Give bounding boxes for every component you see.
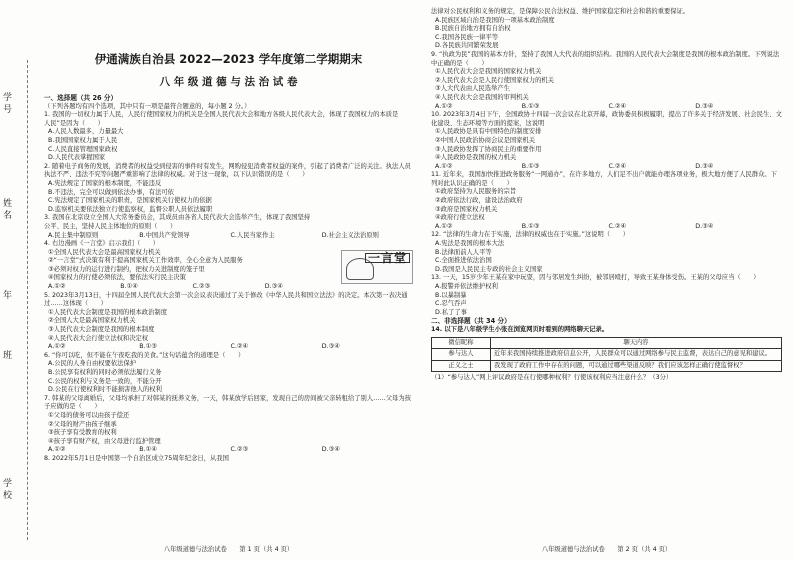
option: B.①③ — [521, 102, 540, 110]
option: D.③④ — [695, 222, 714, 230]
option: D.私了了事 — [435, 308, 468, 316]
question-3: 3. 我国在北京设立全国人大常务委员会，其成员由各省人民代表大会选举产生，体现了我国坚持 — [44, 214, 311, 222]
option-row — [431, 103, 782, 112]
question-4: 4. 右边漫画《一言堂》启示我们（ ） — [44, 240, 160, 248]
chat-row — [432, 360, 782, 372]
statement: ④人民代表大会是我国的审判机关 — [435, 93, 529, 101]
option: C.宪法规定了国家机关的职责，是国家机关行使权力的依据 — [48, 197, 212, 205]
option: A.①② — [48, 446, 66, 454]
exam-subtitle: 八 年 级 道 德 与 法 治 试 卷 — [159, 76, 298, 88]
question-7: 7. 韩某的父母离婚后，父母均承担了对韩某的抚养义务，一天，韩某放学后回家，发现自己的房间被父亲转租给了别人……父母为孩子应做的是（ ） — [44, 394, 411, 411]
option: A.①② — [435, 102, 453, 110]
option: C.忍气吞声 — [435, 300, 467, 308]
chat-row — [432, 349, 782, 361]
question-14: 14. 以下是八年级学生小张在浏览网页时看到的网络聊天记录。 — [431, 325, 609, 333]
statement: ③人大代表由人民选举产生 — [435, 85, 510, 93]
option: D.监察机关要依法独立行使监察权，监督公职人员依法履职 — [48, 205, 213, 213]
chat-content: 我发现了政府工作中存在的问题，可以通过哪些渠道反映？我们应该怎样正确行使监督权？ — [491, 360, 782, 372]
option: B.①④ — [120, 283, 138, 291]
statement: ③必须对权力的运行进行制约，把权力关进制度的笼子里 — [48, 265, 205, 273]
option: C.我国各民族一律平等 — [435, 33, 499, 41]
page-footer: 八年级道德与法治试卷 第 2 页（共 4 页） — [541, 546, 672, 554]
school-label: 学校 — [3, 479, 13, 501]
statement: ①人民代表大会是我国的国家权力机关 — [435, 68, 542, 76]
chat-header-row — [432, 337, 782, 349]
option: D.③④ — [321, 446, 340, 454]
question-5: 5. 2023年3月13日，十四届全国人民代表大会第一次会议表决通过了关于修改《中华人民共和国立法法》的决定。本次第一表决通过……这体现（ ） — [44, 291, 408, 308]
statement: ④政府行使立法权 — [435, 214, 485, 222]
chat-content: 近年来我国持续推进政府信息公开，人民群众可以通过网络参与民主监督，表达自己的意见和建议。 — [491, 349, 782, 361]
question-12: 12. “法律的生命力在于实施，法律的权威也在于实施。”这说明（ ） — [431, 231, 629, 239]
option: C.②③ — [192, 283, 211, 291]
cartoon-illustration — [341, 250, 413, 284]
question-2: 2. 随着电子商务的发展，消费者的权益受到侵害的事件时有发生，网购侵犯消费者权益的案件，引起了消费者广泛的关注。执法人员执法不严、违法不究等问题严重影响了法律的权威。对于这一现象，以下认识错误的是（ ） — [44, 162, 411, 179]
option: A.①② — [48, 283, 66, 291]
statement: ②人民代表大会是人民行使国家权力的机关 — [435, 76, 554, 84]
statement: ③人民政协发挥了协商民主的重要作用 — [435, 145, 542, 153]
statement: ①人民政协是具有中国特色的制度安排 — [435, 128, 542, 136]
option: C.全面推进依法治国 — [435, 257, 492, 265]
statement: ②政府依法行政，建设法治政府 — [435, 197, 523, 205]
option: C.②④ — [608, 222, 627, 230]
option: B.①③ — [139, 343, 157, 351]
option: B.以暴制暴 — [435, 291, 467, 299]
option-row — [44, 232, 413, 241]
question-9: 9. “执政为民”我国的基本方针，坚持了我国人大代表的组织结构。我国的人民代表大会制度是我国的根本政治制度。下列说法中正确的是（ ） — [431, 50, 780, 67]
option: A.宪法是我国的根本大法 — [435, 240, 505, 248]
option: B.不违法，完全可以做到依法办事，有法可依 — [48, 188, 174, 196]
option: D.③④ — [264, 283, 283, 291]
statement: ①父母的债务可以由孩子偿还 — [48, 411, 130, 419]
question-11: 11. 近年来，我国加快推进政务服务“一网通办”，在许多地方，人们足不出户就能办理各项业务，极大地方便了人民群众。下列对此认识正确的是（ ） — [431, 171, 777, 187]
statement: ①政府坚持为人民服务的宗旨 — [435, 188, 517, 196]
option: B.①③ — [521, 162, 540, 170]
page-two — [419, 0, 794, 561]
option: A.①② — [435, 222, 453, 230]
statement: ②“一言堂”式决策有利于提高国家机关工作效率，全心全意为人民服务 — [48, 257, 243, 265]
statement: ①人民代表大会制度是我国的根本政治制度 — [48, 308, 167, 316]
question-10: 10. 2023年3月4日下午，全国政协十四届一次会议在北京开幕，政协委员积极履职，提出了许多关于经济发展、社会民生、文化建设、生态环境等方面的提案，这说明 — [431, 111, 782, 127]
statement: ①全国人民代表大会是最高国家权力机关 — [48, 248, 161, 256]
option: A.①② — [435, 162, 453, 170]
statement: ④人民政协是我国的权力机关 — [435, 154, 517, 162]
option: C.②④ — [608, 102, 627, 110]
student-id-label: 学号 — [3, 93, 13, 115]
statement: ④孩子享有财产权，由父母进行监护管理 — [48, 437, 161, 445]
option: D.③④ — [695, 102, 714, 110]
section-one-heading: 一、选择题（共 26 分） — [44, 94, 118, 102]
page-one — [38, 0, 419, 561]
cartoon-caption: 一言堂 — [365, 253, 410, 264]
option: D.③④ — [321, 343, 340, 351]
question-3-tail: 公平、民主，坚持人民主体地位的原则（ ） — [44, 222, 177, 230]
option: A.①② — [48, 343, 66, 351]
statement: ②中国人民政治协商会议是国家机关 — [435, 136, 536, 144]
option: C.②③ — [230, 446, 249, 454]
chat-table — [431, 337, 782, 373]
class-label: 班 — [3, 351, 13, 361]
option: D.我国是人民民主专政的社会主义国家 — [435, 265, 543, 273]
option: A.人民人数最多，力量最大 — [48, 128, 124, 136]
option: D.公民在行使权利时不能损害他人的权利 — [48, 386, 162, 394]
statement: ④人民代表大会行使立法权和决定权 — [48, 334, 149, 342]
option-row — [44, 283, 337, 292]
page-footer: 八年级道德与法治试卷 第 1 页（共 4 页） — [163, 546, 294, 554]
question-14-part-1: （1）“参与达人”网上评议政府是在行使哪种权利？行使该权利应当注意什么？（3分） — [431, 374, 673, 382]
option: C.②④ — [230, 343, 249, 351]
option: B.法律面前人人平等 — [435, 248, 492, 256]
option-row — [44, 446, 413, 455]
continued-text: 法律对公民权利和义务的规定，是保障公民合法权益、维护国家稳定和社会和谐的重要保证。 — [431, 8, 690, 15]
statement: ④国家权力的行使必须依法，要依法实行民主决策 — [48, 274, 186, 282]
option: D.各民族共同繁荣发展 — [435, 42, 499, 50]
option-row — [44, 343, 413, 352]
question-13: 13. 一天，15岁少年王某在家中玩耍，因与邻居发生纠纷，被邻居殴打，导致王某身体受伤。王某的父母应当（ ） — [431, 274, 760, 282]
option: B.中国共产党领导 — [139, 231, 190, 239]
option: C.公民的权利与义务是一致的，不能分开 — [48, 377, 162, 385]
exam-title: 伊通满族自治县 2022—2023 学年度第二学期期末 — [94, 52, 363, 66]
option: B.公民享有权利的同时必须依法履行义务 — [48, 369, 162, 376]
name-label: 姓名 — [3, 199, 13, 221]
option: A.公民的人身自由权要依法保护 — [48, 360, 137, 368]
chat-nickname: 参与达人 — [432, 349, 491, 361]
option: B.①③ — [521, 222, 540, 230]
question-8: 8. 2022年5月1日是中国第一个自治区成立75周年纪念日，从我国 — [44, 454, 229, 462]
statement: ③人民代表大会制度是我国的根本制度 — [48, 326, 155, 334]
question-1-tail: 人民”是因为（ ） — [44, 119, 104, 127]
option: C.人民当家作主 — [230, 231, 275, 239]
nickname-header: 微信昵称 — [432, 337, 491, 349]
section-two-heading: 二、非选择题（共 34 分） — [431, 317, 511, 326]
section-one-note: （下列各题均有四个选项，其中只有一项是最符合题意的，每小题 2 分。） — [44, 102, 251, 110]
option-row — [431, 163, 782, 172]
option: B.民族自治地方拥有自治权 — [435, 25, 511, 33]
chat-nickname: 正义之士 — [432, 360, 491, 372]
grade-label: 年 — [3, 291, 13, 301]
statement: ③政府是国家权力机关 — [435, 205, 498, 213]
option: D.社会主义法治原则 — [321, 231, 379, 239]
option: A.民主集中制原则 — [48, 231, 99, 239]
option: C.人民直接管理国家政权 — [48, 145, 118, 153]
option: A.民族区域自治是我国的一项基本政治制度 — [435, 16, 555, 24]
question-6: 6. “你可以吃，但不能在午夜吃我的美食。”这句话蕴含的道理是（ ） — [44, 351, 245, 359]
statement: ②全国人大是最高国家权力机关 — [48, 317, 136, 325]
option: B.我国国家权力属于人民 — [48, 136, 118, 144]
option: C.②④ — [608, 162, 627, 170]
option: A.宪法规定了国家的根本制度，不能违反 — [48, 179, 162, 187]
option: D.③④ — [695, 162, 714, 170]
binding-strip — [0, 0, 38, 561]
content-header: 聊天内容 — [491, 337, 782, 349]
cut-line — [27, 60, 28, 540]
option: D.人民代表掌握国家 — [48, 154, 106, 162]
option: B.①④ — [139, 446, 157, 454]
question-1: 1. 我国的一切权力属于人民，人民行使国家权力的机关是全国人民代表大会和地方各级人民代表大会，体现了我国权力的本质是 — [44, 111, 399, 119]
statement: ③孩子享有受教育的权利 — [48, 429, 117, 437]
option: A.报警并依法维护权利 — [435, 283, 498, 290]
statement: ②父母的财产由孩子继承 — [48, 420, 117, 428]
